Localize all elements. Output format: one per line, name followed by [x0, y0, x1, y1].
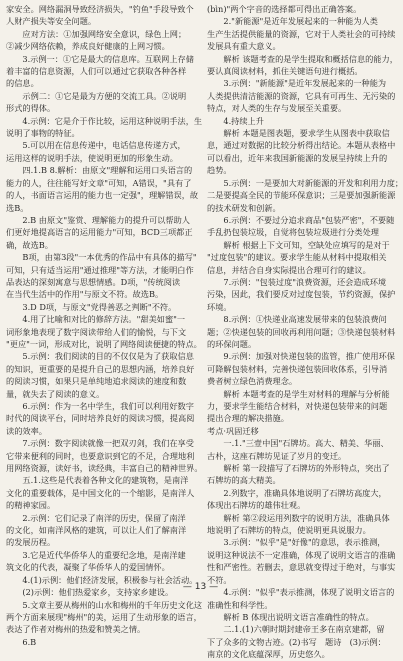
- text-line: 2.B 由原文"鉴赏、理解能力的提升可以帮助人: [6, 214, 190, 225]
- text-line: 一.1."三壹中国"石牌坊。高大、精美、华丽、: [207, 438, 389, 449]
- text-line: 3.它是近代华侨华人的重要纪念地，是南洋建: [6, 549, 186, 560]
- text-line: 7.示例：数字阅读就像一把双刃剑，我们在享受: [6, 438, 194, 449]
- text-line: 解析 该题考查的是学生提取和概括信息的能力，: [207, 53, 398, 64]
- text-line: 的人，书面语言运用的能力也一定强"，理解错误，故: [6, 190, 199, 201]
- text-line: 的阅读习惯，如果只是单纯地追求阅读的速度和数: [6, 376, 187, 387]
- text-line: 说明了事物的特征。: [6, 128, 80, 139]
- text-line: 6.B: [6, 636, 37, 647]
- text-line: 4.用了比喻和对比的修辞方法。"甜美如蜜"一: [6, 314, 186, 325]
- text-line: 考点·巩固迁移: [207, 425, 259, 436]
- text-line: 4.示例："似乎"表示推测，体现了说明文语言的: [207, 587, 395, 598]
- text-line: 解析 第一段描写了石牌坊的外形特点，突出了: [207, 463, 390, 474]
- text-line: 解析 根据上下文可知，空缺处应填写的是对于: [207, 239, 390, 250]
- text-line: "过度包装"的建议。要求学生能从材料中提取相关: [207, 252, 387, 263]
- text-line: 2.示例：它们记录了南洋的历史，保留了南洋: [6, 512, 186, 523]
- text-line: 9.示例：加强对快递包装的监管，推广使用环保: [207, 351, 395, 362]
- text-line: 词形象地表现了数字阅读带给人们的愉悦，与下文: [6, 326, 187, 337]
- text-line: 力，要求学生能结合材料，对快递包装带来的问题: [207, 401, 388, 411]
- text-line: 量，就失去了阅读的意义。: [6, 388, 105, 399]
- text-line: "更应"一词，形成对比，说明了网络阅读便捷的特点。: [6, 338, 202, 349]
- text-line: 7.示例："包装过度"浪费资源，还会造成环境: [207, 276, 387, 287]
- text-line: 人类提供清洁能源的资源，它具有可再生、无污染的: [207, 90, 396, 101]
- text-line: 可以看出，近年来我国新能源的发展呈持续上升的: [207, 152, 388, 163]
- text-line: B项，由第3段"一本优秀的作品中有具体的描写": [6, 252, 197, 263]
- text-line: 6.示例：不要过分追求商品"包装严密"，不要随: [207, 214, 395, 225]
- text-line: 人财产损失等安全问题。: [6, 16, 97, 27]
- text-line: 特点，对人类的生存与发展至关重要。: [207, 103, 347, 114]
- text-line: 信息，并结合自身实际提出合理可行的建议。: [207, 264, 371, 275]
- text-line: 息，通过对数据的比较分析得出结论。本题从表格中: [207, 140, 396, 151]
- text-line: 的知识，更重要的是提升自己的思想内涵，培养良好: [6, 363, 195, 374]
- text-line: 4.(1)示例：他们经济发展，积极参与社会活动。: [6, 574, 198, 585]
- text-line: 品表达的深刻寓意与思想情感。D项，"传统阅读: [6, 276, 181, 287]
- text-line: 5.示例：我们阅读的目的不仅仅是为了获取信息: [6, 351, 194, 362]
- text-line: 污染，因此，我们要反对过度包装，节约资源，保护: [207, 289, 396, 300]
- text-line: 不符。: [207, 574, 232, 585]
- text-line: 2."新能源"是近年发展起来的一种能为人类: [207, 16, 378, 27]
- text-line: 环境。: [207, 301, 232, 312]
- text-line: 示例二：①它是最为方便的交流工具。②说明: [6, 90, 187, 101]
- text-line: (2)示例：他们热爱家乡，支持家乡建设。: [6, 587, 174, 598]
- text-line: 题；②快递包装的回收再利用问题；③快递包装材料: [207, 326, 396, 337]
- text-line: 2.列数字，准确具体地说明了石牌坊高度大，: [207, 487, 387, 498]
- text-line: 应对方法：①加强网络安全意识，绿色上网；: [6, 28, 187, 39]
- text-line: 确，故选B。: [6, 239, 53, 250]
- text-line: 二.1.(1)六朝时期封建帝王多在南京建都，留: [207, 624, 385, 635]
- text-line: 费者树立绿色消费理念。: [207, 376, 298, 387]
- text-line: 五.1.这些是代表着各种文化的建筑物，是南洋: [6, 475, 189, 486]
- text-line: 表达了作者对梅州的热爱和赞美之情。: [6, 624, 146, 635]
- text-line: 用网络资源，读好书，读经典，丰富自己的精神世界。: [6, 463, 203, 474]
- text-line: 地说明了石牌坊的特点，使说明更具说服力。: [207, 525, 371, 536]
- text-line: 筑文化的代表，凝聚了华侨华人的爱国情怀。: [6, 562, 170, 573]
- text-line: 运用这样的说明手法，使说明更加的形象生动。: [6, 152, 178, 163]
- text-line: 3.示例："似乎"是"好像"的意思，表示推测，: [207, 537, 386, 548]
- text-line: 的技术研发和创新。: [207, 202, 281, 213]
- text-line: 文化的重要载体，是中国文化的一个缩影，是南洋人: [6, 487, 195, 498]
- text-line: 6.示例：作为一名中学生，我们可以利用好数字: [6, 401, 194, 411]
- text-line: 时代的阅读平台，同时培养良好的阅读习惯，提高阅: [6, 413, 195, 424]
- text-line: 4.示例：它是介于作比较，运用这种说明手法，生: [6, 115, 203, 126]
- text-line: 解析 B 体现出说明文语言准确性的特点。: [207, 611, 374, 622]
- text-line: 二是要提高全民的节能环保意识；三是要加强新能源: [207, 190, 396, 201]
- text-line: 5.可以用在信息传递中，电话信息传递方式，: [6, 140, 186, 151]
- text-line: 4.持续上升: [207, 115, 264, 126]
- text-line: 的发展历程。: [6, 537, 56, 548]
- text-line: 手乱扔包装垃圾，自觉将包装垃圾进行分类处理: [207, 227, 379, 238]
- text-line: 在当代生活中的作用"与原文不符。故选B。: [6, 289, 164, 300]
- text-line: 形式的得体。: [6, 103, 56, 114]
- text-line: 5.示例：一是要加大对新能源的开发和利用力度；: [207, 177, 403, 188]
- text-line: 选B。: [6, 202, 29, 213]
- text-line: 它带来便利的同时，也要意识到它的不足，合理地利: [6, 450, 195, 461]
- text-line: (bìn)"两个字音的选择都可得出正确答案。: [207, 4, 362, 14]
- text-line: 5.文章主要从梅州的山水和梅州的千年历史文化这: [6, 599, 203, 610]
- text-line: 趋势。: [207, 165, 232, 176]
- text-line: 体现出石牌坊的雄伟壮观。: [207, 500, 306, 511]
- text-line: 3.示例："新能源"是近年发展起来的一种能为: [207, 78, 387, 89]
- text-line: 石牌坊的高大精美。: [207, 475, 281, 486]
- text-line: 古朴，这座石牌坊见证了岁月的变迁。: [207, 450, 347, 461]
- text-line: 们更好地提高语言的运用能力"可知，BCD三项都正: [6, 227, 193, 238]
- text-line: 着丰富的信息资源，人们可以通过它获取各种各样: [6, 66, 187, 77]
- text-line: 说明这种说法不一定准确，体现了说明文语言的准确: [207, 549, 396, 560]
- text-line: 解析 本题是图表题，要求学生从图表中获取信: [207, 128, 390, 139]
- text-line: 南京的文化底蕴深厚，历史悠久。: [207, 649, 330, 660]
- text-line: 准确性和科学性。: [207, 599, 273, 610]
- text-line: 的文化，如南洋风格的建筑，可以让人们了解南洋: [6, 525, 187, 536]
- text-line: 可降解包装材料，完善快递包装回收体系，引导消: [207, 363, 388, 374]
- text-line: 读的效率。: [6, 425, 47, 436]
- text-line: 两个方面来展现"梅州"的美，运用了生动形象的语言，: [6, 611, 202, 622]
- text-line: 的精神家园。: [6, 500, 56, 511]
- text-line: 发展具有重大意义。: [207, 41, 281, 52]
- text-line: 下了众多的文物古迹。(2)书写 题诗 (3)示例：: [207, 636, 386, 647]
- text-line: ②减少网络依赖，养成良好健康的上网习惯。: [6, 41, 170, 52]
- page-number: — 13 —: [182, 582, 219, 592]
- text-line: 3.D D项，与原文"党得善恶之判断"不符。: [6, 301, 177, 312]
- text-line: 的环保问题。: [207, 338, 257, 349]
- text-line: 提出合理的解决措施。: [207, 413, 289, 424]
- text-line: 8.示例：①快递业高速发展带来的包装浪费问: [207, 314, 387, 325]
- text-line: 要认真阅读材料，抓住关键语句进行概括。: [207, 66, 363, 77]
- text-line: 可知，只有适当运用"通过推理"等方法，才能明白作: [6, 264, 194, 275]
- text-line: 家安全。网络漏洞导致经济损失，"钓鱼"手段导致个: [6, 4, 194, 14]
- text-line: 性和严密性。若删去，意思就变得过于绝对，与事实: [207, 562, 396, 573]
- text-line: 能力的人，往往能写好文章"可知，A错误，"具有了: [6, 177, 192, 188]
- text-line: 解析 第②段运用列数字的说明方法，准确具体: [207, 512, 390, 523]
- text-line: 解析 本题考查的是学生对材料的理解与分析能: [207, 388, 390, 399]
- right-column: [207, 3, 403, 660]
- text-line: 生产生活提供能量的资源，它对于人类社会的可持续: [207, 28, 396, 39]
- text-line: 四.1.B 8.解析：由原文"理解和运用口头语言的: [6, 165, 193, 176]
- text-line: 3.示例一：①它是最大的信息库。互联网上存储: [6, 53, 194, 64]
- text-line: 的信息。: [6, 78, 39, 89]
